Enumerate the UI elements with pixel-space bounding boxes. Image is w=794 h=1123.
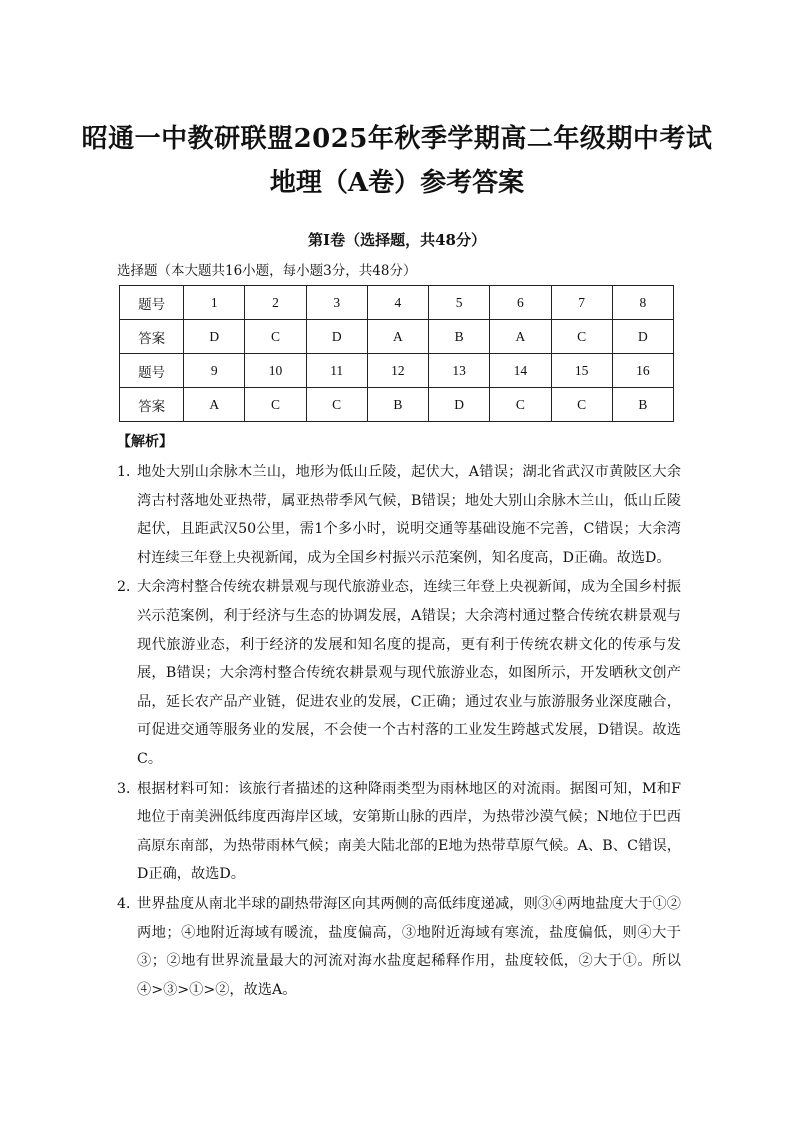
- table-cell: 4: [367, 286, 428, 320]
- table-cell: C: [551, 388, 612, 422]
- table-cell: 14: [490, 354, 551, 388]
- table-row-label: 答案: [120, 388, 184, 422]
- table-cell: A: [184, 388, 245, 422]
- table-cell: C: [490, 388, 551, 422]
- table-cell: 16: [612, 354, 673, 388]
- table-row: [120, 320, 674, 354]
- item-number: 4．: [117, 895, 141, 912]
- table-cell: 15: [551, 354, 612, 388]
- table-cell: 11: [306, 354, 367, 388]
- table-row: [120, 286, 674, 320]
- table-cell: 8: [612, 286, 673, 320]
- table-cell: D: [429, 388, 490, 422]
- table-row-label: 题号: [120, 354, 184, 388]
- section-subtitle: 选择题（本大题共16小题，每小题3分，共48分）: [117, 263, 417, 279]
- item-number: 3．: [117, 780, 141, 797]
- item-text: 地处大别山余脉木兰山，地形为低山丘陵，起伏大，A错误；湖北省武汉市黄陂区大余湾古村落地处亚热带，属亚热带季风气候，B错误；地处大别山余脉木兰山，低山丘陵起伏，且距武汉50公里，需1个多小时，说明交通等基础设施不完善，C错误；大余湾村连续三年登上央视新闻，成为全国乡村振兴示范案例，知名度高，D正确。故选D。: [137, 464, 681, 566]
- table-cell: D: [306, 320, 367, 354]
- item-number: 2．: [117, 579, 141, 596]
- table-cell: A: [490, 320, 551, 354]
- table-row-label: 题号: [120, 286, 184, 320]
- item-text: 世界盐度从南北半球的副热带海区向其两侧的高低纬度递减，则③④两地盐度大于①②两地；④地附近海域有暖流，盐度偏高，③地附近海域有寒流，盐度偏低，则④大于③；②地有世界流量最大的河流对海水盐度起稀释作用，盐度较低，②大于①。所以④>③>①>②，故选A。: [137, 895, 681, 998]
- table-cell: 2: [245, 286, 306, 320]
- table-cell: A: [367, 320, 428, 354]
- table-cell: C: [245, 320, 306, 354]
- analysis-heading: 【解析】: [117, 434, 173, 450]
- document-title: 昭通一中教研联盟2025年秋季学期高二年级期中考试: [81, 124, 713, 154]
- item-text: 根据材料可知：该旅行者描述的这种降雨类型为雨林地区的对流雨。据图可知，M和F地位于南美洲低纬度西海岸区域，安第斯山脉的西岸，为热带沙漠气候；N地位于巴西高原东南部，为热带雨林气候；南美大陆北部的E地为热带草原气候。A、B、C错误，D正确，故选D。: [137, 780, 681, 883]
- document-subtitle: 地理（A卷）参考答案: [269, 168, 525, 198]
- answer-table: [119, 285, 674, 422]
- table-cell: 6: [490, 286, 551, 320]
- table-cell: B: [612, 388, 673, 422]
- table-cell: 13: [429, 354, 490, 388]
- analysis-item: [117, 890, 681, 1004]
- table-row: [120, 388, 674, 422]
- table-cell: 1: [184, 286, 245, 320]
- table-cell: 7: [551, 286, 612, 320]
- table-cell: B: [367, 388, 428, 422]
- table-cell: B: [429, 320, 490, 354]
- analysis-item: [117, 458, 681, 572]
- table-cell: 5: [429, 286, 490, 320]
- table-cell: C: [245, 388, 306, 422]
- table-row: [120, 354, 674, 388]
- table-cell: D: [184, 320, 245, 354]
- table-cell: D: [612, 320, 673, 354]
- analysis-list: [117, 458, 681, 1005]
- item-number: 1．: [117, 464, 141, 480]
- table-cell: 3: [306, 286, 367, 320]
- table-cell: C: [306, 388, 367, 422]
- table-cell: 12: [367, 354, 428, 388]
- analysis-item: [117, 573, 681, 773]
- table-cell: C: [551, 320, 612, 354]
- section-title: 第Ⅰ卷（选择题，共48分）: [308, 231, 486, 249]
- table-row-label: 答案: [120, 320, 184, 354]
- item-text: 大余湾村整合传统农耕景观与现代旅游业态，连续三年登上央视新闻，成为全国乡村振兴示范案例，利于经济与生态的协调发展，A错误；大余湾村通过整合传统农耕景观与现代旅游业态，利于经济的发展和知名度的提高，更有利于传统农耕文化的传承与发展，B错误；大余湾村整合传统农耕景观与现代旅游业态，如图所示，开发晒秋文创产品，延长农产品产业链，促进农业的发展，C正确；通过农业与旅游服务业深度融合，可促进交通等服务业的发展，不会使一个古村落的工业发生跨越式发展，D错误。故选C。: [137, 579, 681, 767]
- analysis-item: [117, 775, 681, 889]
- table-cell: 9: [184, 354, 245, 388]
- table-cell: 10: [245, 354, 306, 388]
